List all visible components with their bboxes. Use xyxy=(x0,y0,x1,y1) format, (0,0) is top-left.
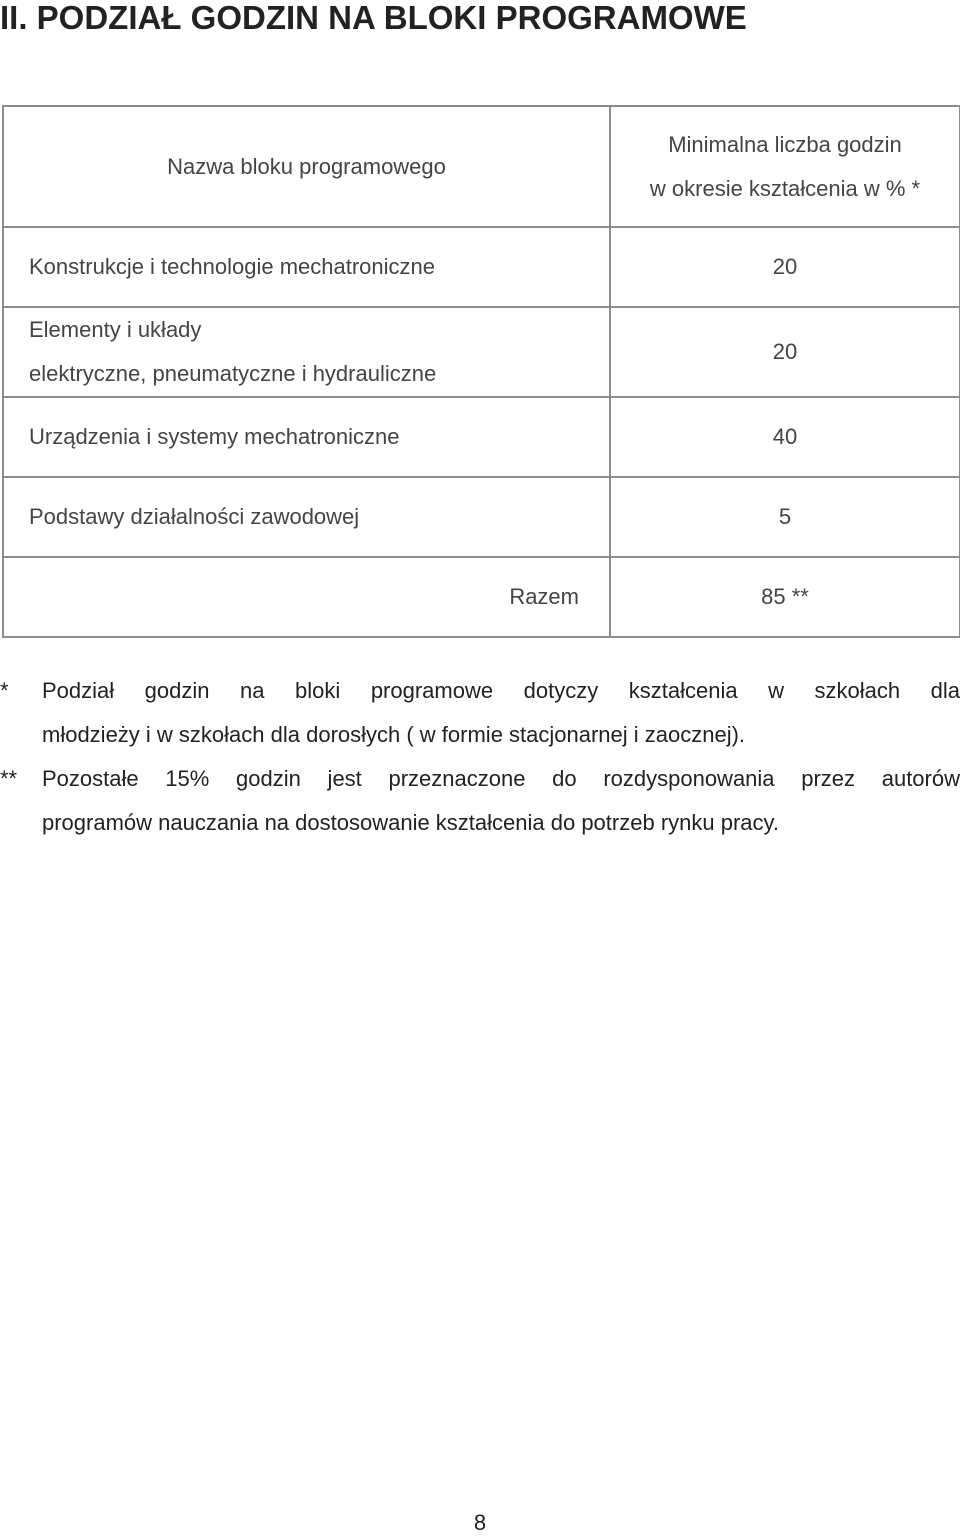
table-row xyxy=(3,477,960,557)
footnote-text-line: Podział godzin na bloki programowe dotyczy kształcenia w szkołach dla xyxy=(42,678,960,703)
header-min-hours-line2: w okresie kształcenia w % * xyxy=(649,175,921,201)
block-value: 20 xyxy=(610,227,960,307)
block-name: Elementy i układy elektryczne, pneumatyczne i hydrauliczne xyxy=(3,307,610,397)
block-name: Konstrukcje i technologie mechatroniczne xyxy=(3,227,610,307)
block-value: 5 xyxy=(610,477,960,557)
page-number: 8 xyxy=(473,1510,487,1535)
header-min-hours-line1: Minimalna liczba godzin xyxy=(668,131,902,157)
block-value: 40 xyxy=(610,397,960,477)
block-value: 20 xyxy=(610,307,960,397)
footnote-text-line: programów nauczania na dostosowanie kształcenia do potrzeb rynku pracy. xyxy=(42,810,779,835)
table-total-row xyxy=(3,557,960,637)
block-name: Urządzenia i systemy mechatroniczne xyxy=(3,397,610,477)
page-heading: II. PODZIAŁ GODZIN NA BLOKI PROGRAMOWE xyxy=(0,0,747,36)
footnote-text-line: młodzieży i w szkołach dla dorosłych ( w formie stacjonarnej i zaocznej). xyxy=(42,722,746,747)
footnote-mark: * xyxy=(0,678,9,703)
table-header-row xyxy=(3,106,960,227)
header-min-hours xyxy=(610,106,960,227)
total-label: Razem xyxy=(3,557,610,637)
table-row xyxy=(3,397,960,477)
block-name: Podstawy działalności zawodowej xyxy=(3,477,610,557)
footnote-text-line: Pozostałe 15% godzin jest przeznaczone do rozdysponowania przez autorów xyxy=(42,766,960,791)
table-row xyxy=(3,227,960,307)
header-block-name: Nazwa bloku programowego xyxy=(3,106,610,227)
program-blocks-table xyxy=(2,105,960,638)
total-value: 85 ** xyxy=(610,557,960,637)
footnote-mark: ** xyxy=(0,766,18,791)
table-row xyxy=(3,307,960,397)
